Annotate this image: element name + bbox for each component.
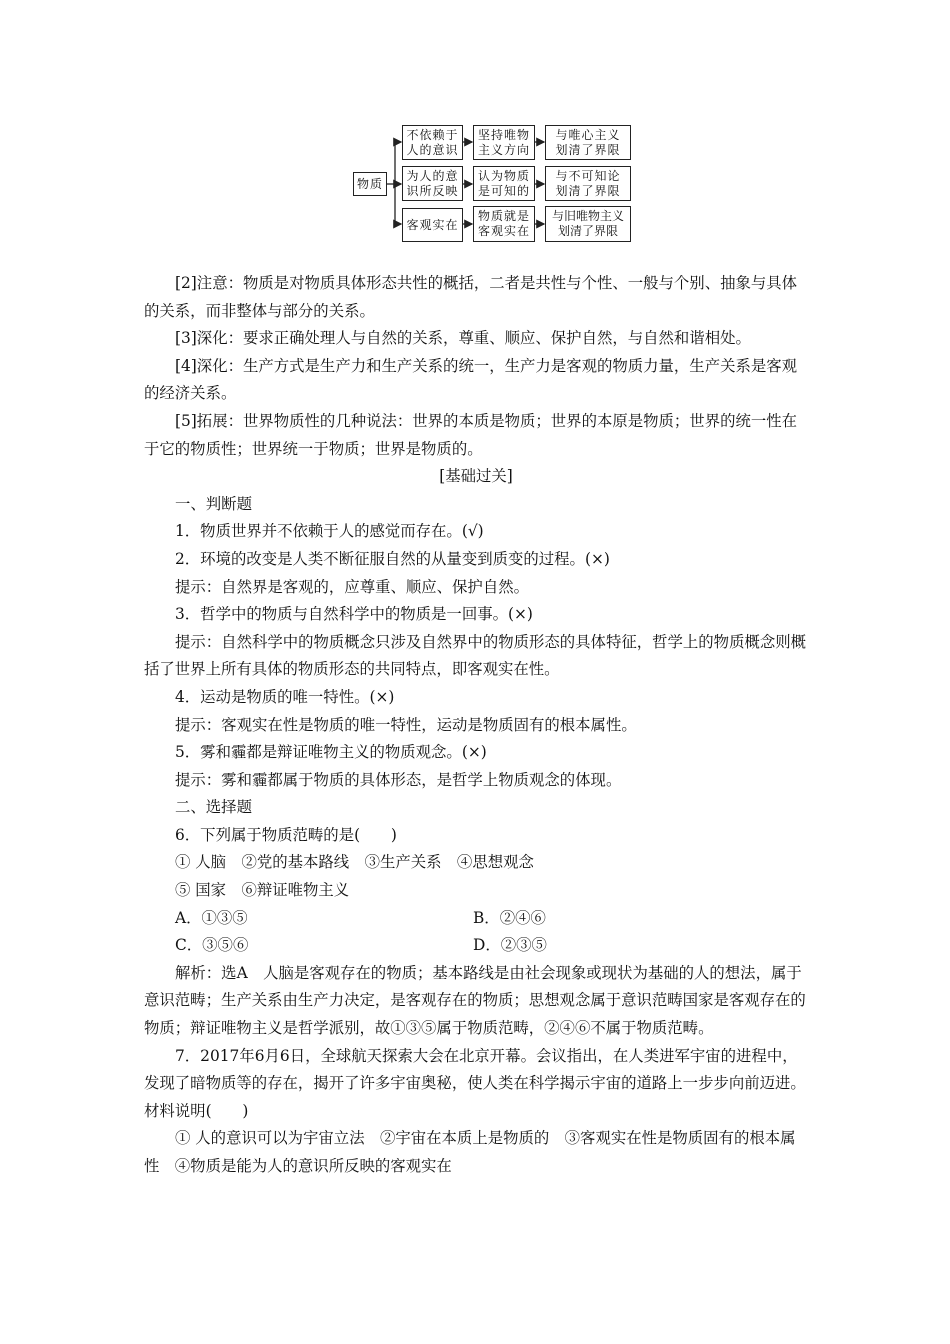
diagram-text: 不依赖于: [406, 127, 459, 142]
question-7-items: ① 人的意识可以为宇宙立法 ②宇宙在本质上是物质的 ③客观实在性是物质固有的根本属性 ④物质是能为人的意识所反映的客观实在: [144, 1129, 796, 1175]
note-3: [3]深化：要求正确处理人与自然的关系，尊重、顺应、保护自然，与自然和谐相处。: [175, 329, 751, 348]
diagram-text: 与旧唯物主义: [551, 209, 624, 223]
diagram-text: 客观实在: [477, 224, 530, 238]
diagram-text: 划清了界限: [555, 183, 621, 198]
document-body: [144, 270, 808, 1181]
hint-3: 提示：自然科学中的物质概念只涉及自然界中的物质形态的具体特征，哲学上的物质概念则概括了世界上所有具体的物质形态的共同特点，即客观实在性。: [144, 632, 807, 679]
diagram-text: 是可知的: [477, 183, 530, 198]
diagram-text: 划清了界限: [557, 224, 618, 238]
note-2: [2]注意：物质是对物质具体形态共性的概括，二者是共性与个性、一般与个别、抽象与具体的关系，而非整体与部分的关系。: [144, 274, 798, 320]
question-7: 7．2017年6月6日，全球航天探索大会在北京开幕。会议指出，在人类进军宇宙的进程中，发现了暗物质等的存在，揭开了许多宇宙奥秘，使人类在科学揭示宇宙的道路上一步步向前迈进。材料说明( ): [144, 1046, 806, 1120]
option-c: C．③⑤⑥: [175, 936, 249, 955]
question-4: 4．运动是物质的唯一特性。(×): [175, 687, 395, 706]
diagram-text: 人的意识: [406, 142, 459, 157]
diagram-text: 客观实在: [406, 217, 459, 232]
diagram-text: 划清了界限: [555, 142, 621, 157]
option-d: D．②③⑤: [473, 936, 547, 955]
question-2: 2．环境的改变是人类不断征服自然的从量变到质变的过程。(×): [175, 549, 610, 568]
concept-diagram: [353, 122, 633, 246]
part2-heading: 二、选择题: [175, 798, 252, 817]
diagram-r2-c1: [402, 166, 463, 201]
diagram-r1-c2: [473, 125, 535, 160]
option-a: A．①③⑤: [175, 908, 248, 927]
diagram-r3-c2: [473, 206, 535, 242]
question-5: 5．雾和霾都是辩证唯物主义的物质观念。(×): [175, 743, 487, 762]
diagram-text: 为人的意: [406, 168, 459, 183]
diagram-r2-c3: [545, 166, 631, 201]
diagram-r1-c3: [545, 125, 631, 160]
diagram-text: 认为物质: [477, 168, 530, 183]
question-6-options-ab: [144, 905, 808, 933]
diagram-text: 与不可知论: [555, 168, 621, 183]
diagram-text: 物质就是: [477, 209, 530, 223]
question-6-options-cd: [144, 932, 808, 960]
hint-2: 提示：自然界是客观的，应尊重、顺应、保护自然。: [175, 577, 529, 596]
diagram-r2-c2: [473, 166, 535, 201]
section-title: [基础过关]: [439, 467, 513, 486]
question-6-items-2: ⑤ 国家 ⑥辩证唯物主义: [175, 881, 350, 900]
question-6: 6．下列属于物质范畴的是( ): [175, 825, 397, 844]
option-b: B．②④⑥: [473, 908, 546, 927]
question-6-items-1: ① 人脑 ②党的基本路线 ③生产关系 ④思想观念: [175, 853, 534, 872]
diagram-root-box: [353, 172, 387, 196]
hint-5: 提示：雾和霾都属于物质的具体形态，是哲学上物质观念的体现。: [175, 770, 622, 789]
note-4: [4]深化：生产方式是生产力和生产关系的统一，生产力是客观的物质力量，生产关系是客观的经济关系。: [144, 356, 798, 403]
diagram-r3-c1: [402, 208, 463, 242]
question-1: 1．物质世界并不依赖于人的感觉而存在。(√): [175, 522, 484, 541]
diagram-r1-c1: [402, 125, 463, 160]
diagram-text: 坚持唯物: [477, 127, 530, 142]
question-6-analysis: 解析：选A 人脑是客观存在的物质；基本路线是由社会现象或现状为基础的人的想法，属于意识范畴；生产关系由生产力决定，是客观存在的物质；思想观念属于意识范畴国家是客观存在的物质；辩证唯物主义是哲学派别，故①③⑤属于物质范畴，②④⑥不属于物质范畴。: [144, 963, 806, 1038]
part1-heading: 一、判断题: [175, 494, 252, 513]
note-5: [5]拓展：世界物质性的几种说法：世界的本质是物质；世界的本原是物质；世界的统一性在于它的物质性；世界统一于物质；世界是物质的。: [144, 411, 798, 458]
diagram-text: 主义方向: [477, 142, 530, 157]
diagram-root-label: 物质: [356, 176, 383, 191]
diagram-text: 识所反映: [406, 183, 459, 198]
question-3: 3．哲学中的物质与自然科学中的物质是一回事。(×): [175, 605, 533, 624]
diagram-text: 与唯心主义: [555, 127, 621, 142]
diagram-r3-c3: [545, 206, 631, 242]
hint-4: 提示：客观实在性是物质的唯一特性，运动是物质固有的根本属性。: [175, 715, 637, 734]
